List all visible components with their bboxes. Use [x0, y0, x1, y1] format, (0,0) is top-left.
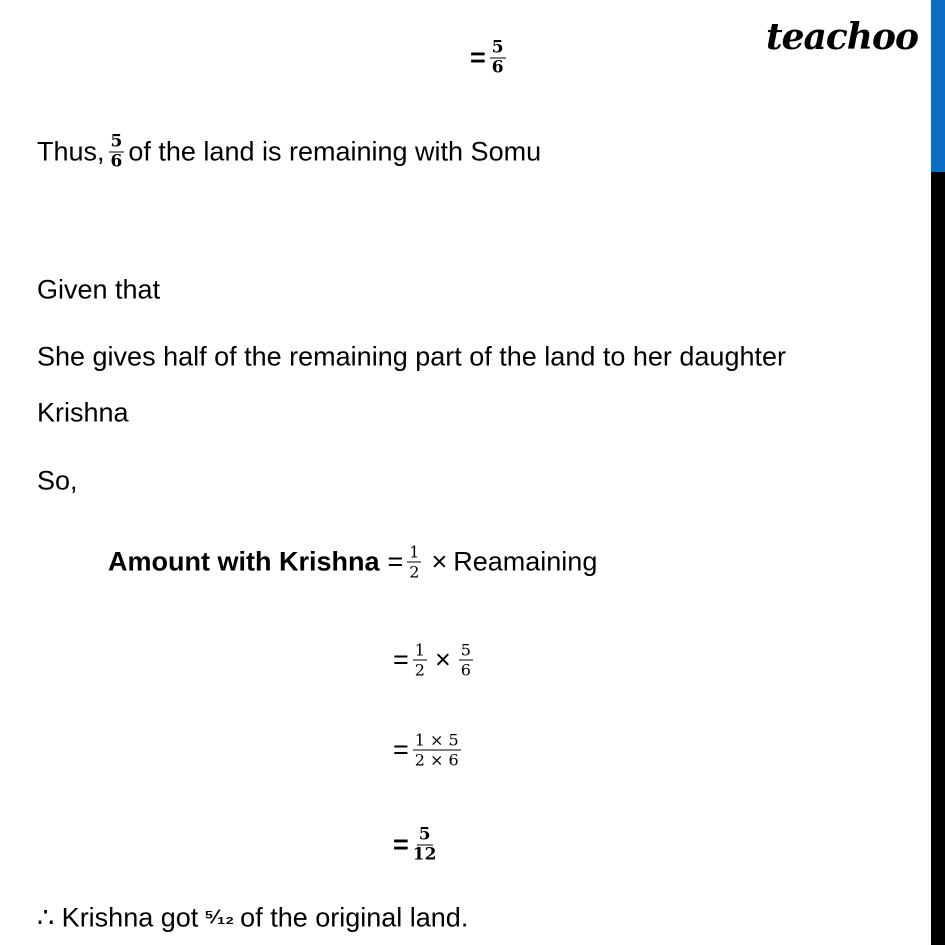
- fraction: $\frac{1 \times 5}{2 \times 6}$: [414, 730, 459, 770]
- result-line: [470, 39, 510, 78]
- given-that: Given that: [37, 274, 161, 305]
- fraction: $\frac{1}{2}$: [414, 640, 425, 680]
- fraction: $\frac{5}{6}$: [460, 640, 471, 680]
- fraction: $\frac{5}{6}$: [110, 131, 123, 172]
- fraction: $\frac{5}{12}$: [412, 824, 437, 865]
- equals: =: [470, 42, 486, 73]
- scrollbar-thumb[interactable]: [931, 0, 945, 172]
- statement-line-cont: Krishna: [37, 397, 129, 428]
- so-line: So,: [37, 465, 78, 496]
- conclusion-line: ∴ Krishna got ⁵⁄₁₂ of the original land.: [37, 902, 469, 933]
- step-line: = $\frac{1 \times 5}{2 \times 6}$: [393, 730, 459, 770]
- scrollbar[interactable]: [931, 0, 945, 945]
- thus-line: Thus, $\frac{5}{6}$ of the land is remaining with Somu: [37, 131, 542, 172]
- amount-line: Amount with Krishna = $\frac{1}{2}$ × Reamaining: [108, 542, 598, 582]
- step-line: = $\frac{5}{12}$: [393, 824, 437, 865]
- step-line: = $\frac{1}{2}$ × $\frac{5}{6}$: [393, 640, 471, 680]
- fraction: $\frac{1}{2}$: [409, 542, 420, 582]
- fraction: $\frac{5}{6}$: [491, 37, 504, 78]
- teachoo-logo: teachoo: [766, 16, 918, 58]
- statement-line: She gives half of the remaining part of the land to her daughter: [37, 341, 786, 372]
